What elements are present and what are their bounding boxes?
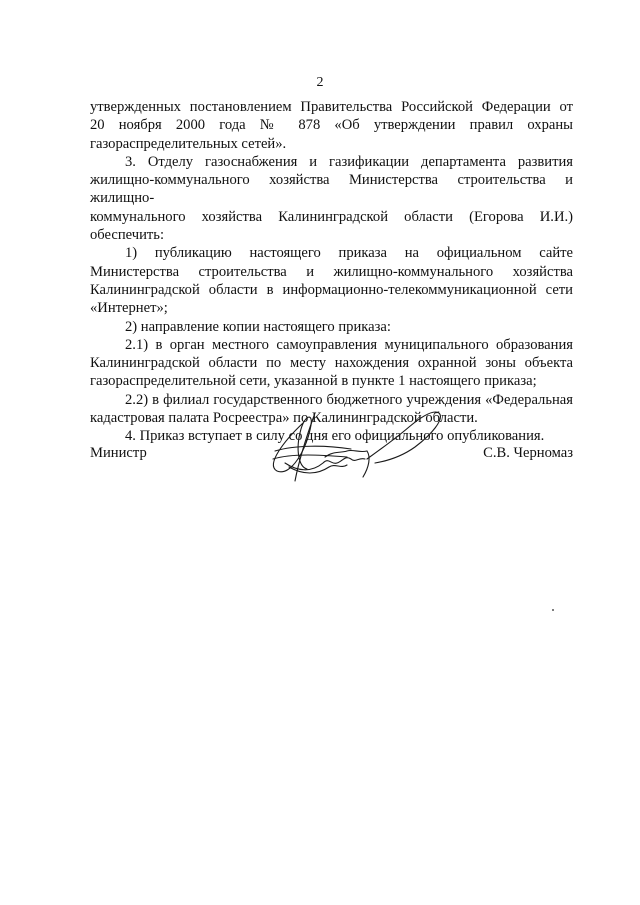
text-line: 3. Отделу газоснабжения и газификации департамента развития bbox=[125, 153, 573, 170]
text-line: 2.2) в филиал государственного бюджетного учреждения «Федеральная bbox=[125, 391, 573, 408]
text-line: коммунального хозяйства Калининградской области (Егорова И.И.) bbox=[90, 208, 573, 225]
text-line: газораспределительной сети, указанной в пункте 1 настоящего приказа; bbox=[90, 373, 537, 390]
text-line: Калининградской области в информационно-телекоммуникационной сети bbox=[90, 281, 573, 298]
text-line: 4. Приказ вступает в силу со дня его официального опубликования. bbox=[125, 428, 545, 445]
handwritten-signature bbox=[255, 405, 455, 495]
signatory-position: Министр bbox=[90, 445, 147, 461]
scan-speck bbox=[552, 609, 554, 611]
text-line: газораспределительных сетей». bbox=[90, 135, 287, 152]
text-line: 2) направление копии настоящего приказа: bbox=[125, 318, 391, 335]
text-line: «Интернет»; bbox=[90, 300, 168, 317]
text-line: утвержденных постановлением Правительства Российской Федерации от bbox=[90, 99, 573, 115]
paragraph-item-2-1 bbox=[90, 336, 573, 391]
paragraph-item-3 bbox=[90, 153, 573, 244]
page-number: 2 bbox=[316, 75, 324, 90]
signatory-name: С.В. Черномаз bbox=[483, 445, 573, 461]
paragraph-government-decree-reference bbox=[90, 98, 573, 153]
text-line: Министерства строительства и жилищно-коммунального хозяйства bbox=[90, 263, 573, 280]
text-line: 1) публикацию настоящего приказа на официальном сайте bbox=[125, 245, 573, 262]
text-line: жилищно-коммунального хозяйства Министерства строительства и жилищно- bbox=[90, 172, 573, 207]
text-line: кадастровая палата Росреестра» по Калининградской области. bbox=[90, 410, 478, 427]
text-line: Калининградской области по месту нахождения охранной зоны объекта bbox=[90, 355, 573, 372]
text-line: обеспечить: bbox=[90, 227, 165, 244]
paragraph-item-3-1 bbox=[90, 244, 573, 317]
text-line: 20 ноября 2000 года № 878 «Об утверждении правил охраны bbox=[90, 117, 573, 134]
document-body bbox=[90, 98, 573, 446]
paragraph-item-3-2 bbox=[90, 318, 573, 336]
text-line: 2.1) в орган местного самоуправления муниципального образования bbox=[125, 336, 573, 353]
